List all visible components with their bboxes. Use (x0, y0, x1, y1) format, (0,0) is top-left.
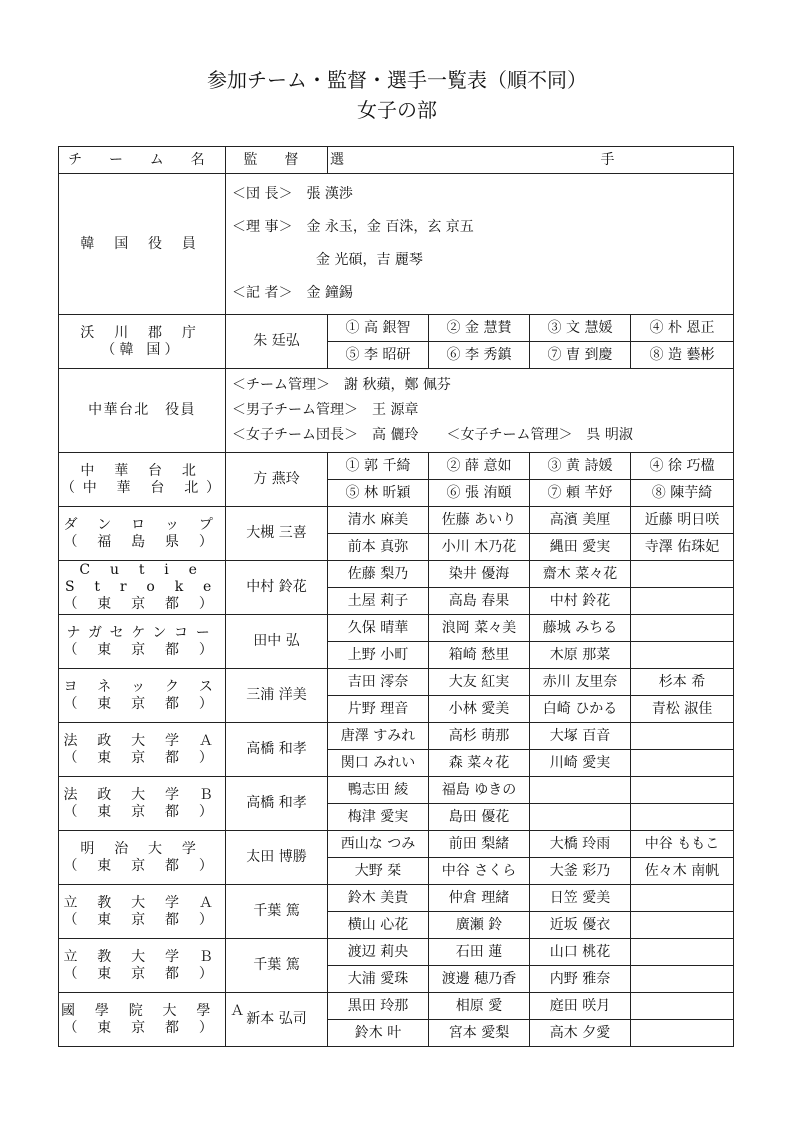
player-cell: 大浦 愛珠 (328, 966, 429, 993)
official-line: ＜記 者＞ 金 鐘錫 (232, 285, 353, 301)
player-cell (631, 885, 734, 912)
player-cell: 横山 心花 (328, 912, 429, 939)
player-cell: 日笠 愛美 (530, 885, 631, 912)
coach-name: 高橋 和孝 (226, 777, 328, 831)
player-cell: 鈴木 美貴 (328, 885, 429, 912)
team-name: 中華台北 役員 (59, 369, 226, 453)
player-cell: 前本 真弥 (328, 534, 429, 561)
team-row (59, 615, 734, 642)
team-row (59, 453, 734, 480)
officials-list (226, 369, 734, 453)
player-cell: 高島 春果 (429, 588, 530, 615)
team-name-line: 立 教 大 学 Ａ (63, 894, 221, 911)
official-line: ＜男子チーム管理＞ 王 源章 (232, 402, 419, 418)
team-row (59, 885, 734, 912)
player-cell (631, 1020, 734, 1047)
player-cell: 木原 那菜 (530, 642, 631, 669)
player-cell: 染井 優海 (429, 561, 530, 588)
team-row (59, 561, 734, 588)
player-cell: ⑥ 張 洧頤 (429, 480, 530, 507)
team-region: （ 東 京 都 ） (63, 749, 221, 766)
player-cell: 内野 雅奈 (530, 966, 631, 993)
team-name: 韓 国 役 員 (59, 174, 226, 315)
document-subtitle: 女子の部 (357, 98, 437, 122)
taipei-officials-row (59, 369, 734, 453)
player-cell: 鴨志田 綾 (328, 777, 429, 804)
team-region: （中 華 台 北） (61, 479, 228, 496)
player-cell: ④ 徐 巧楹 (631, 453, 734, 480)
player-cell: 中谷 さくら (429, 858, 530, 885)
team-name-line: 法 政 大 学 Ｂ (63, 786, 221, 803)
player-cell (631, 642, 734, 669)
team-row (59, 993, 734, 1020)
player-cell: 鈴木 叶 (328, 1020, 429, 1047)
player-cell: 浪岡 菜々美 (429, 615, 530, 642)
coach-name: 高橋 和孝 (226, 723, 328, 777)
official-line: 金 光碩，吉 麗琴 (232, 252, 423, 268)
team-name (59, 669, 226, 723)
coach-name: 方 燕玲 (226, 453, 328, 507)
team-region: （ 東 京 都 ） (63, 911, 221, 928)
player-cell (631, 750, 734, 777)
player-cell: 片野 理音 (328, 696, 429, 723)
player-cell: ① 郭 千綺 (328, 453, 429, 480)
player-cell: 黒田 玲那 (328, 993, 429, 1020)
team-name-line: S t r o k e (64, 579, 220, 595)
team-name (59, 723, 226, 777)
player-cell: 島田 優花 (429, 804, 530, 831)
player-cell: 森 菜々花 (429, 750, 530, 777)
team-name-line: ヨ ネ ッ ク ス (63, 678, 221, 695)
player-cell: 相原 愛 (429, 993, 530, 1020)
player-cell: 中谷 ももこ (631, 831, 734, 858)
coach-name: 大槻 三喜 (226, 507, 328, 561)
team-region: （韓 国） (101, 341, 183, 358)
player-cell: 吉田 澪奈 (328, 669, 429, 696)
official-line: ＜チーム管理＞ 謝 秋蘋，鄭 佩芬 (232, 377, 451, 393)
player-cell: 西山な つみ (328, 831, 429, 858)
team-row (59, 315, 734, 342)
player-cell: ⑧ 造 藝彬 (631, 342, 734, 369)
player-cell (631, 561, 734, 588)
team-row (59, 777, 734, 804)
player-cell: 中村 鈴花 (530, 588, 631, 615)
team-name (59, 561, 226, 615)
player-cell: 杉本 希 (631, 669, 734, 696)
player-cell: 上野 小町 (328, 642, 429, 669)
team-name (59, 831, 226, 885)
team-name-line: 立 教 大 学 Ｂ (63, 948, 221, 965)
player-cell: 清水 麻美 (328, 507, 429, 534)
player-cell: 藤城 みちる (530, 615, 631, 642)
player-cell: 大友 紅実 (429, 669, 530, 696)
player-cell: 寺澤 佑珠妃 (631, 534, 734, 561)
player-cell: 福島 ゆきの (429, 777, 530, 804)
coach-name: 中村 鈴花 (226, 561, 328, 615)
team-region: （ 東 京 都 ） (63, 857, 221, 874)
player-cell: 梅津 愛実 (328, 804, 429, 831)
korea-officials-row (59, 174, 734, 315)
player-cell: ④ 朴 恩正 (631, 315, 734, 342)
player-cell: ⑧ 陳芋綺 (631, 480, 734, 507)
team-region: （ 東 京 都 ） (63, 1019, 221, 1036)
team-roster-table (58, 146, 741, 1047)
player-cell: 土屋 莉子 (328, 588, 429, 615)
team-name (59, 993, 252, 1047)
player-cell: ① 高 銀智 (328, 315, 429, 342)
header-team: チ ー ム 名 (59, 147, 226, 174)
team-name-line: 國 學 院 大 學 Ａ (61, 1002, 252, 1019)
player-cell (631, 804, 734, 831)
team-name (59, 777, 226, 831)
player-cell: ⑦ 頼 芊妤 (530, 480, 631, 507)
team-region: （ 福 島 県 ） (63, 533, 221, 550)
team-region: （ 東 京 都 ） (63, 803, 221, 820)
team-name-line: 明 治 大 学 (80, 840, 204, 857)
player-cell: ② 薛 意如 (429, 453, 530, 480)
player-cell: 近藤 明日咲 (631, 507, 734, 534)
player-cell (631, 912, 734, 939)
team-name-line: ダ ン ロ ッ プ (63, 516, 221, 533)
team-region: （ 東 京 都 ） (63, 596, 221, 612)
player-cell: 渡辺 莉央 (328, 939, 429, 966)
player-cell: 近坂 優衣 (530, 912, 631, 939)
team-row (59, 831, 734, 858)
team-name (59, 453, 226, 507)
team-rows (59, 453, 734, 1047)
player-cell: 高杉 萌那 (429, 723, 530, 750)
player-cell: 久保 晴華 (328, 615, 429, 642)
player-cell: 川崎 愛実 (530, 750, 631, 777)
team-name-line: ナガセケンコー (66, 624, 218, 641)
player-cell: 佐藤 梨乃 (328, 561, 429, 588)
coach-name: 太田 博勝 (226, 831, 328, 885)
player-cell: 渡邊 穂乃香 (429, 966, 530, 993)
team-name (59, 507, 226, 561)
player-cell (631, 993, 734, 1020)
team-name (59, 315, 226, 369)
player-cell: 廣瀬 鈴 (429, 912, 530, 939)
player-cell: ⑦ 曺 到慶 (530, 342, 631, 369)
document-title: 参加チーム・監督・選手一覧表（順不同） (207, 68, 587, 92)
player-cell: 齋木 菜々花 (530, 561, 631, 588)
coach-name: 千葉 篤 (226, 885, 328, 939)
team-name-line: 法 政 大 学 Ａ (63, 732, 221, 749)
team-region: （ 東 京 都 ） (63, 965, 221, 982)
player-cell: ⑥ 李 秀鎮 (429, 342, 530, 369)
team-row (59, 669, 734, 696)
header-players: 選 手 (328, 147, 734, 174)
player-cell: 白崎 ひかる (530, 696, 631, 723)
player-cell (631, 723, 734, 750)
player-cell: 山口 桃花 (530, 939, 631, 966)
player-cell: 大野 栞 (328, 858, 429, 885)
player-cell: ⑤ 林 昕穎 (328, 480, 429, 507)
official-line: ＜女子チーム団長＞ 高 儷玲 ＜女子チーム管理＞ 呉 明淑 (232, 427, 633, 443)
team-name (59, 939, 226, 993)
coach-name: 三浦 洋美 (226, 669, 328, 723)
team-name (59, 615, 226, 669)
player-cell: 関口 みれい (328, 750, 429, 777)
table-header-row (59, 147, 734, 174)
player-cell: 高濱 美厘 (530, 507, 631, 534)
player-cell: ② 金 慧賛 (429, 315, 530, 342)
player-cell: 石田 蓮 (429, 939, 530, 966)
player-cell: ③ 文 慧媛 (530, 315, 631, 342)
team-region: （ 東 京 都 ） (63, 695, 221, 712)
player-cell (631, 588, 734, 615)
coach-name: 田中 弘 (226, 615, 328, 669)
player-cell: 箱崎 愁里 (429, 642, 530, 669)
player-cell: 大釜 彩乃 (530, 858, 631, 885)
player-cell: 小林 愛美 (429, 696, 530, 723)
player-cell: 高木 夕愛 (530, 1020, 631, 1047)
player-cell: 佐々木 南帆 (631, 858, 734, 885)
player-cell: 小川 木乃花 (429, 534, 530, 561)
player-cell: 縄田 愛実 (530, 534, 631, 561)
team-name (59, 885, 226, 939)
team-name-line: 沃 川 郡 庁 (80, 324, 204, 341)
player-cell (530, 777, 631, 804)
player-cell (631, 939, 734, 966)
team-row (59, 723, 734, 750)
header-coach: 監 督 (226, 147, 328, 174)
player-cell: 大橋 玲雨 (530, 831, 631, 858)
team-name-line: C u t i e (79, 562, 205, 578)
coach-name: 千葉 篤 (226, 939, 328, 993)
team-row (59, 939, 734, 966)
player-cell: 佐藤 あいり (429, 507, 530, 534)
player-cell: 前田 梨緒 (429, 831, 530, 858)
player-cell: ③ 黄 詩媛 (530, 453, 631, 480)
player-cell (631, 966, 734, 993)
player-cell: 大塚 百音 (530, 723, 631, 750)
player-cell (631, 615, 734, 642)
player-cell (631, 777, 734, 804)
player-cell: 庭田 咲月 (530, 993, 631, 1020)
coach-name: 新本 弘司 (226, 993, 328, 1047)
player-cell: 宮本 愛梨 (429, 1020, 530, 1047)
official-line: ＜理 事＞ 金 永玉，金 百洙，玄 京五 (232, 219, 474, 235)
team-name-line: 中 華 台 北 (80, 462, 204, 479)
player-cell: 赤川 友里奈 (530, 669, 631, 696)
player-cell: 唐澤 すみれ (328, 723, 429, 750)
player-cell: 仲倉 理緒 (429, 885, 530, 912)
player-cell: 青松 淑佳 (631, 696, 734, 723)
official-line: ＜団 長＞ 張 漢渉 (232, 186, 353, 202)
team-region: （ 東 京 都 ） (63, 641, 221, 658)
officials-list (226, 174, 734, 315)
player-cell (530, 804, 631, 831)
coach-name: 朱 廷弘 (226, 315, 328, 369)
team-row (59, 507, 734, 534)
player-cell: ⑤ 李 昭研 (328, 342, 429, 369)
